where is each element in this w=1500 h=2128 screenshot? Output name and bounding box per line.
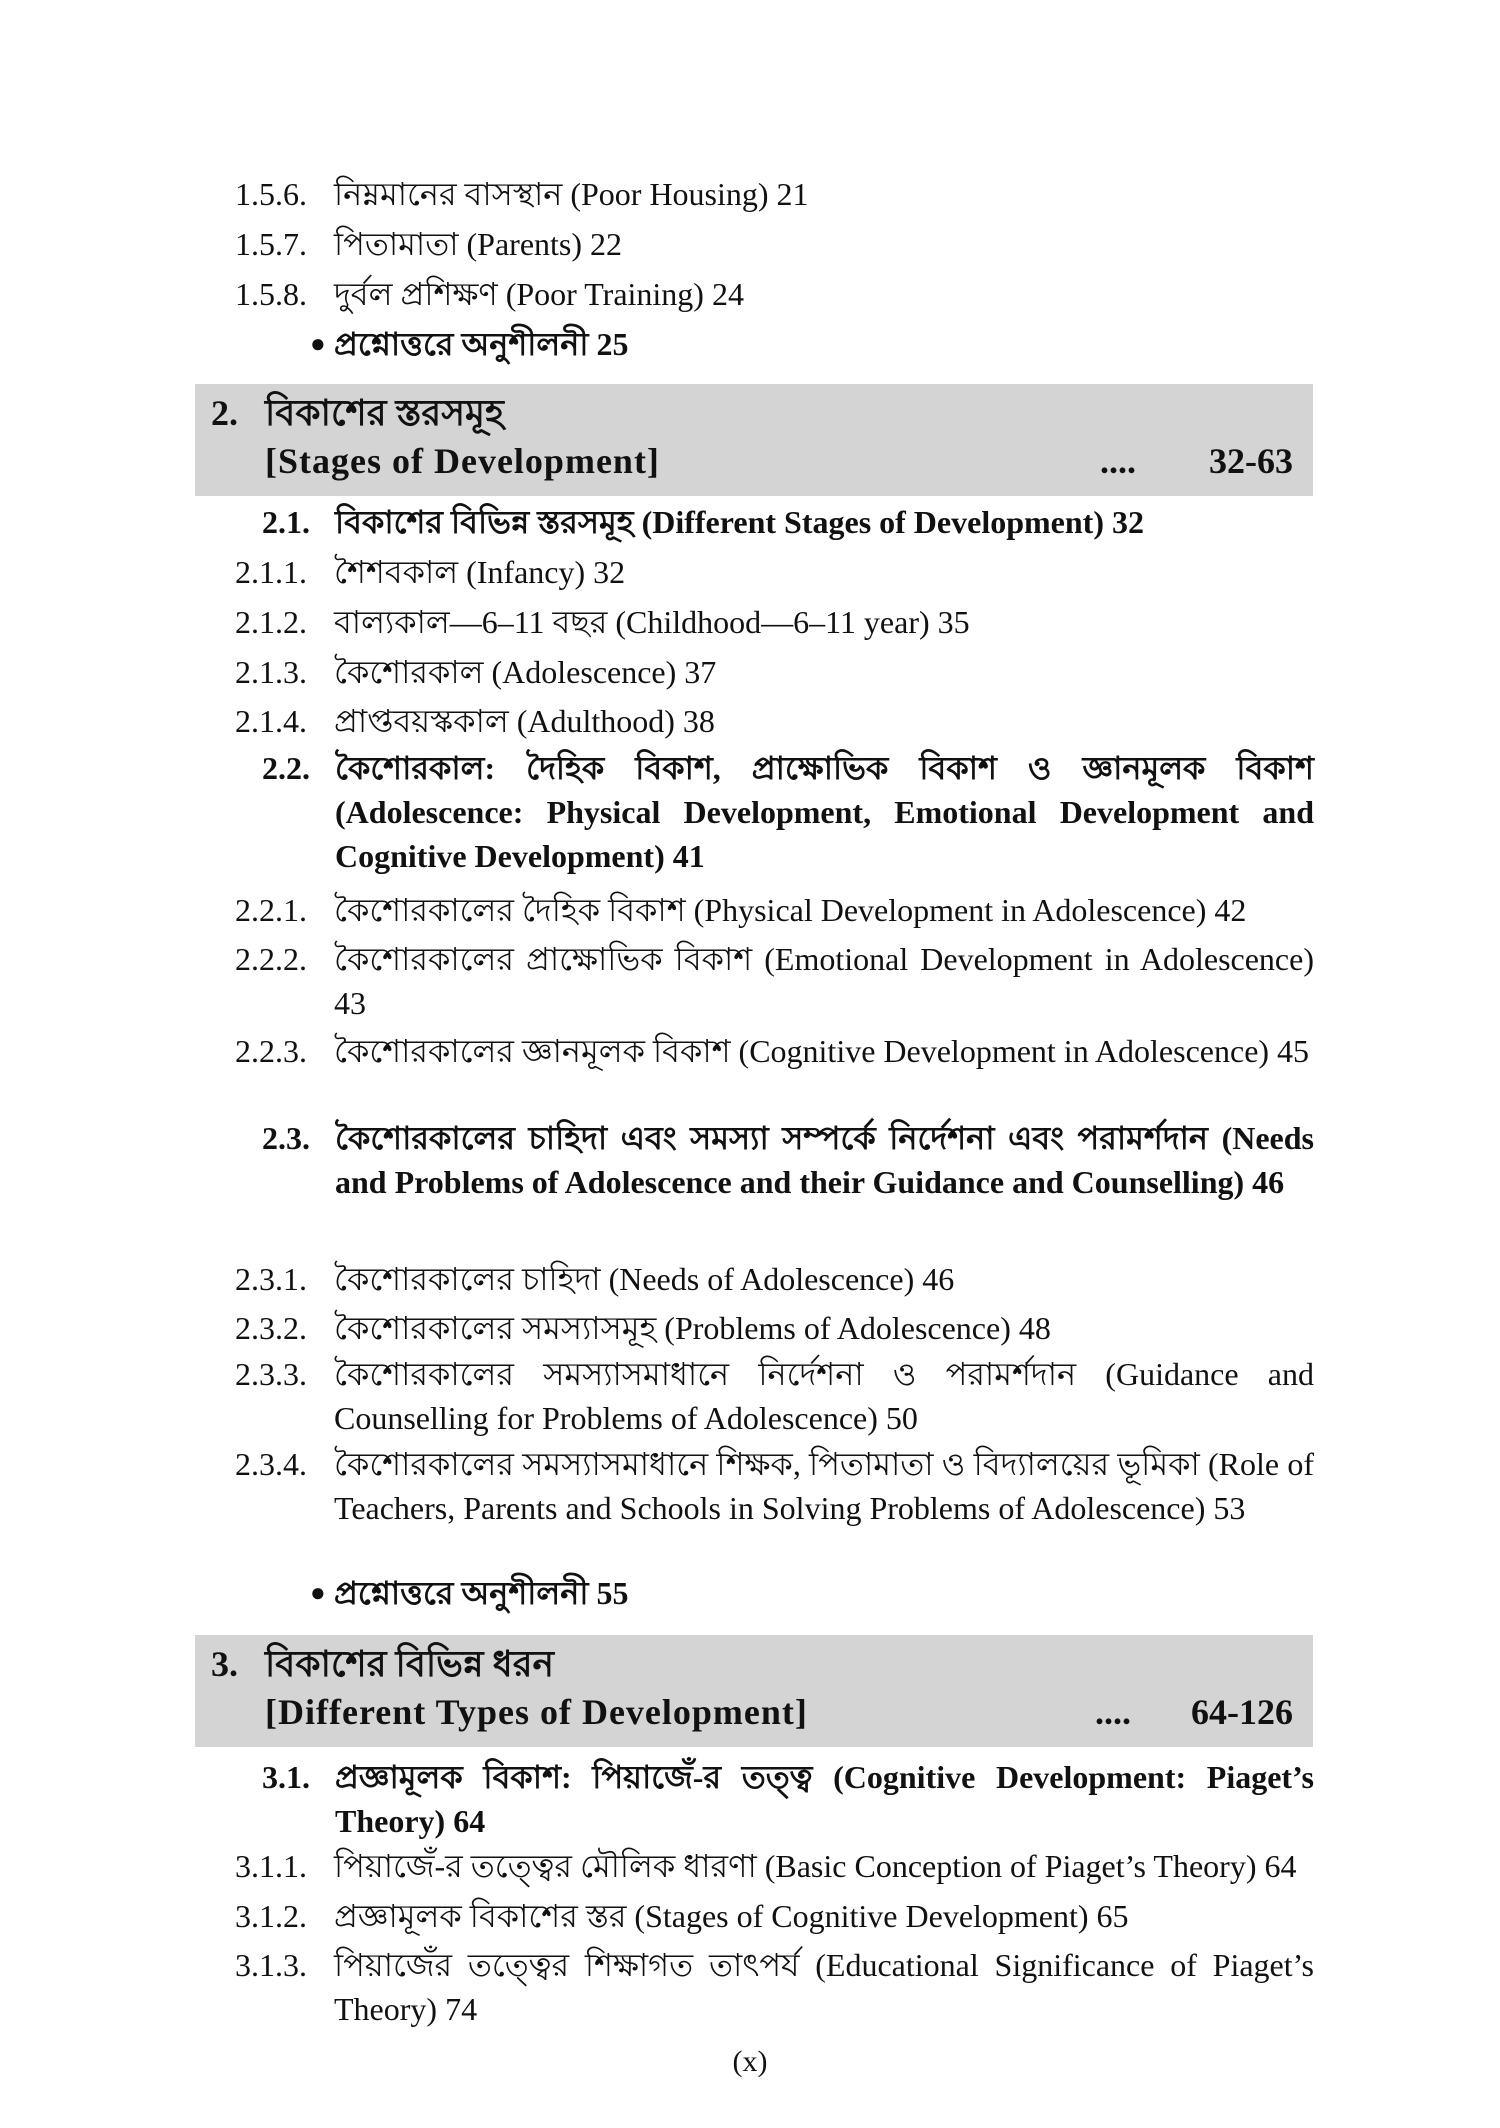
entry-text: কৈশোরকালের চাহিদা এবং সমস্যা সম্পর্কে নির্দেশনা এবং পরামর্শদান (Needs and Problems of Adolescence and their Guidance and Counselling) 46 (335, 1120, 1314, 1200)
entry-text: বাল্যকাল—6–11 বছর (Childhood—6–11 year) 35 (334, 604, 970, 640)
entry-number: 2.3.2. (235, 1310, 307, 1346)
toc-section (262, 1755, 1314, 1845)
entry-number: 1.5.7. (235, 226, 307, 262)
entry-text: পিতামাতা (Parents) 22 (334, 226, 623, 262)
toc-section (262, 1116, 1314, 1256)
entry-text: প্রজ্ঞামূলক বিকাশের স্তর (Stages of Cognitive Development) 65 (334, 1898, 1129, 1934)
entry-number: 3.1.1. (235, 1848, 307, 1884)
entry-text: কৈশোরকাল: দৈহিক বিকাশ, প্রাক্ষোভিক বিকাশ ও জ্ঞানমূলক বিকাশ (Adolescence: Physical Development, Emotional Development and Cognitive Development) 41 (335, 750, 1314, 874)
entry-number: 2.1.4. (235, 703, 307, 739)
leader-dots: .... (1100, 441, 1136, 481)
entry-number: 2.1. (262, 504, 310, 540)
entry-number: 3.1. (262, 1759, 310, 1795)
toc-entry (235, 937, 1315, 1027)
chapter-banner (195, 384, 1313, 496)
chapter-page-range: 64-126 (1191, 1692, 1293, 1732)
entry-text: প্রজ্ঞামূলক বিকাশ: পিয়াজেঁ-র তত্ত্ব (Cognitive Development: Piaget’s Theory) 64 (335, 1759, 1314, 1839)
toc-entry (235, 1442, 1315, 1572)
entry-text: কৈশোরকালের জ্ঞানমূলক বিকাশ (Cognitive Development in Adolescence) 45 (334, 1033, 1310, 1069)
entry-number: 2.2. (262, 750, 310, 786)
entry-text: নিম্নমানের বাসস্থান (Poor Housing) 21 (334, 176, 809, 212)
entry-number: 1.5.8. (235, 276, 307, 312)
toc-section (262, 746, 1314, 886)
chapter-title-en: [Different Types of Development] (265, 1692, 808, 1732)
entry-text: প্রাপ্তবয়স্ককাল (Adulthood) 38 (334, 703, 715, 739)
entry-number: 2.1.2. (235, 604, 307, 640)
leader-dots: .... (1095, 1692, 1131, 1732)
entry-number: 2.2.3. (235, 1033, 307, 1069)
entry-number: 2.3.1. (235, 1261, 307, 1297)
entry-number: 3.1.2. (235, 1898, 307, 1934)
entry-text: শৈশবকাল (Infancy) 32 (334, 554, 626, 590)
entry-number: 2.3. (262, 1120, 310, 1156)
chapter-number: 3. (211, 1644, 238, 1684)
entry-number: 2.2.1. (235, 892, 307, 928)
entry-number: 2.3.4. (235, 1446, 307, 1482)
entry-text: প্রশ্নোত্তরে অনুশীলনী 25 (334, 326, 629, 362)
entry-number: 2.1.3. (235, 654, 307, 690)
entry-text: পিয়াজেঁর তত্ত্বের শিক্ষাগত তাৎপর্য (Educational Significance of Piaget’s Theory) 74 (334, 1947, 1314, 2027)
entry-number: 1.5.6. (235, 176, 307, 212)
entry-text: কৈশোরকালের চাহিদা (Needs of Adolescence) 46 (334, 1261, 955, 1297)
entry-number: 2.3.3. (235, 1356, 307, 1392)
entry-number: 2.1.1. (235, 554, 307, 590)
chapter-page-range: 32-63 (1209, 441, 1293, 481)
bullet-icon: ● (310, 1578, 326, 1607)
toc-entry (235, 1029, 1315, 1119)
entry-text: প্রশ্নোত্তরে অনুশীলনী 55 (334, 1575, 629, 1611)
entry-number: 3.1.3. (235, 1947, 307, 1983)
chapter-number: 2. (211, 393, 238, 433)
bullet-icon: ● (310, 329, 326, 358)
chapter-title-bn: বিকাশের বিভিন্ন ধরন (265, 1644, 555, 1684)
entry-text: কৈশোরকালের প্রাক্ষোভিক বিকাশ (Emotional Development in Adolescence) 43 (334, 941, 1314, 1021)
entry-text: বিকাশের বিভিন্ন স্তরসমূহ (Different Stages of Development) 32 (335, 504, 1144, 540)
entry-text: কৈশোরকালের দৈহিক বিকাশ (Physical Development in Adolescence) 42 (334, 892, 1247, 928)
chapter-title-bn: বিকাশের স্তরসমূহ (265, 393, 504, 433)
entry-text: দুর্বল প্রশিক্ষণ (Poor Training) 24 (334, 276, 744, 312)
toc-entry (235, 1352, 1315, 1442)
page-number: (x) (732, 2045, 768, 2078)
chapter-banner (195, 1635, 1313, 1747)
entry-text: কৈশোরকালের সমস্যাসমাধানে নির্দেশনা ও পরামর্শদান (Guidance and Counselling for Problems of Adolescence) 50 (334, 1356, 1314, 1436)
chapter-title-en: [Stages of Development] (265, 441, 660, 481)
entry-text: কৈশোরকালের সমস্যাসমাধানে শিক্ষক, পিতামাতা ও বিদ্যালয়ের ভূমিকা (Role of Teachers, Parents and Schools in Solving Problems of Adolescence) 53 (334, 1446, 1314, 1526)
entry-number: 2.2.2. (235, 941, 307, 977)
entry-text: পিয়াজেঁ-র তত্ত্বের মৌলিক ধারণা (Basic Conception of Piaget’s Theory) 64 (334, 1848, 1297, 1884)
entry-text: কৈশোরকালের সমস্যাসমূহ (Problems of Adolescence) 48 (334, 1310, 1051, 1346)
toc-entry (235, 1943, 1315, 2033)
entry-text: কৈশোরকাল (Adolescence) 37 (334, 654, 717, 690)
